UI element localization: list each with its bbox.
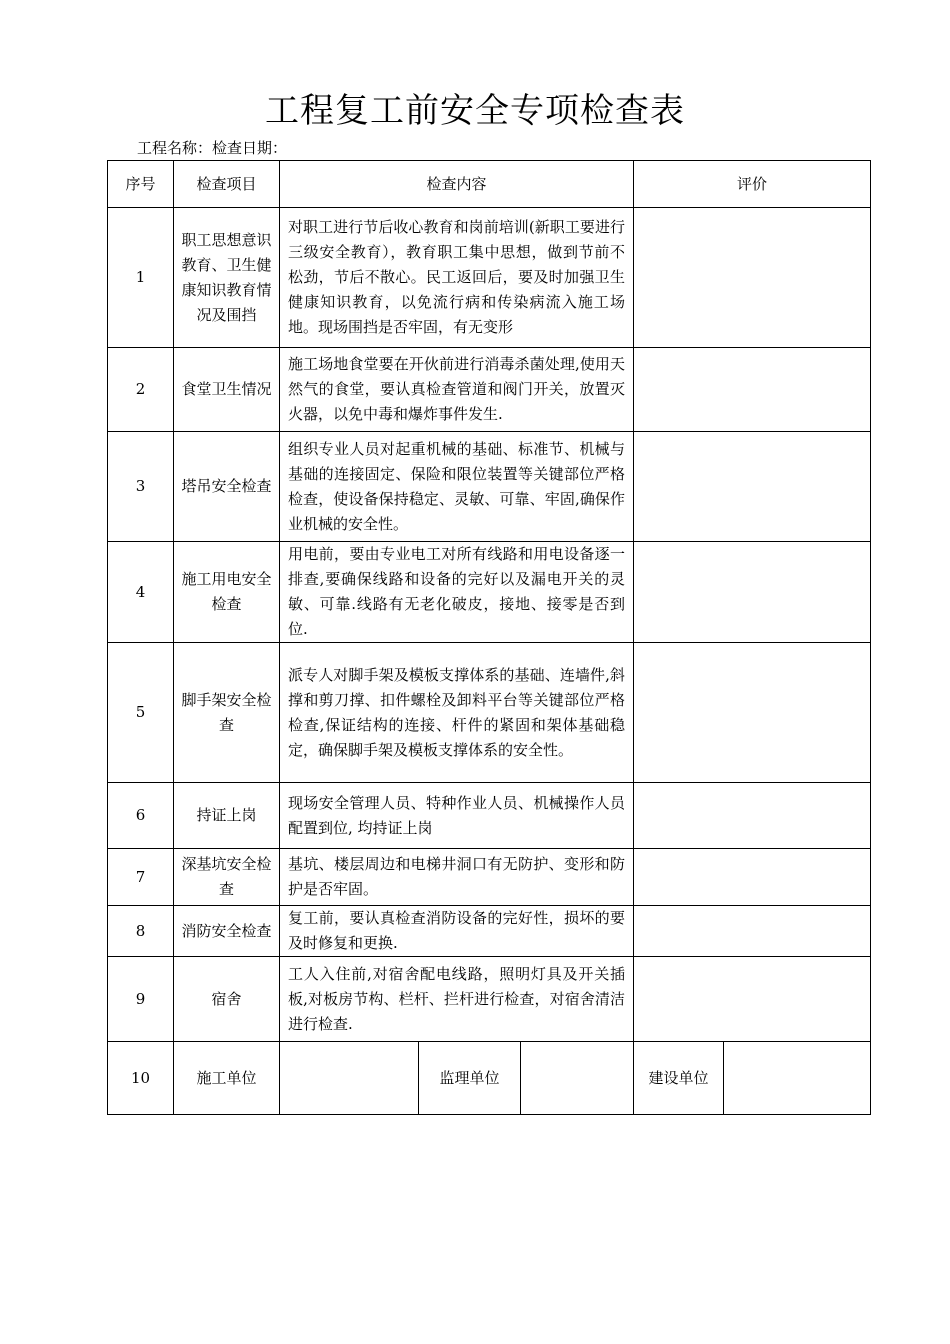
evaluation-cell[interactable] <box>634 432 871 542</box>
evaluation-cell[interactable] <box>634 643 871 783</box>
row-no: 7 <box>108 849 174 906</box>
row-content: 工人入住前,对宿舍配电线路，照明灯具及开关插板,对板房节构、栏杆、拦杆进行检查，对宿舍清洁进行检查. <box>280 957 634 1042</box>
table-row <box>108 783 871 849</box>
row-content: 用电前，要由专业电工对所有线路和用电设备逐一排查,要确保线路和设备的完好以及漏电开关的灵敏、可靠.线路有无老化破皮，接地、接零是否到位. <box>280 542 634 643</box>
owner-unit-signature-cell[interactable] <box>724 1042 871 1115</box>
table-row <box>108 643 871 783</box>
evaluation-cell[interactable] <box>634 849 871 906</box>
row-content: 组织专业人员对起重机械的基础、标准节、机械与基础的连接固定、保险和限位装置等关键部位严格检查，使设备保持稳定、灵敏、可靠、牢固,确保作业机械的安全性。 <box>280 432 634 542</box>
row-no: 2 <box>108 348 174 432</box>
row-item: 消防安全检查 <box>174 906 280 957</box>
table-row <box>108 957 871 1042</box>
row-no: 1 <box>108 208 174 348</box>
row-item: 脚手架安全检查 <box>174 643 280 783</box>
evaluation-cell[interactable] <box>634 957 871 1042</box>
row-no: 8 <box>108 906 174 957</box>
header-no: 序号 <box>108 161 174 208</box>
row-no: 3 <box>108 432 174 542</box>
row-item: 塔吊安全检查 <box>174 432 280 542</box>
row-item: 施工用电安全检查 <box>174 542 280 643</box>
supervision-unit-signature-cell[interactable] <box>521 1042 634 1115</box>
table-row <box>108 348 871 432</box>
row-content: 现场安全管理人员、特种作业人员、机械操作人员配置到位, 均持证上岗 <box>280 783 634 849</box>
header-item: 检查项目 <box>174 161 280 208</box>
header-evaluation: 评价 <box>634 161 871 208</box>
row-no: 5 <box>108 643 174 783</box>
project-info-line: 工程名称：检查日期： <box>137 139 288 157</box>
signature-row <box>108 1042 871 1115</box>
document-title: 工程复工前安全专项检查表 <box>265 91 685 131</box>
table-row <box>108 208 871 348</box>
row-item: 深基坑安全检查 <box>174 849 280 906</box>
header-content: 检查内容 <box>280 161 634 208</box>
row-item: 食堂卫生情况 <box>174 348 280 432</box>
header-row <box>108 161 871 208</box>
row-content: 复工前，要认真检查消防设备的完好性，损坏的要及时修复和更换. <box>280 906 634 957</box>
inspection-table <box>107 160 871 1115</box>
row-item: 宿舍 <box>174 957 280 1042</box>
row-no: 6 <box>108 783 174 849</box>
evaluation-cell[interactable] <box>634 208 871 348</box>
row-item: 持证上岗 <box>174 783 280 849</box>
evaluation-cell[interactable] <box>634 906 871 957</box>
table-row <box>108 849 871 906</box>
row-content: 施工场地食堂要在开伙前进行消毒杀菌处理,使用天然气的食堂，要认真检查管道和阀门开关，放置灭火器，以免中毒和爆炸事件发生. <box>280 348 634 432</box>
row-content: 派专人对脚手架及模板支撑体系的基础、连墙件,斜撑和剪刀撑、扣件螺栓及卸料平台等关键部位严格检查,保证结构的连接、杆件的紧固和架体基础稳定，确保脚手架及模板支撑体系的安全性。 <box>280 643 634 783</box>
row-no: 10 <box>108 1042 174 1115</box>
construction-unit-label: 施工单位 <box>174 1042 280 1115</box>
row-content: 基坑、楼层周边和电梯井洞口有无防护、变形和防护是否牢固。 <box>280 849 634 906</box>
table-row <box>108 432 871 542</box>
evaluation-cell[interactable] <box>634 348 871 432</box>
evaluation-cell[interactable] <box>634 542 871 643</box>
evaluation-cell[interactable] <box>634 783 871 849</box>
owner-unit-label: 建设单位 <box>634 1042 724 1115</box>
table-row <box>108 906 871 957</box>
construction-unit-signature-cell[interactable] <box>280 1042 419 1115</box>
row-content: 对职工进行节后收心教育和岗前培训(新职工要进行三级安全教育），教育职工集中思想，做到节前不松劲，节后不散心。民工返回后，要及时加强卫生健康知识教育，以免流行病和传染病流入施工场地。现场围挡是否牢固，有无变形 <box>280 208 634 348</box>
supervision-unit-label: 监理单位 <box>419 1042 521 1115</box>
table-row <box>108 542 871 643</box>
row-no: 9 <box>108 957 174 1042</box>
row-item: 职工思想意识教育、卫生健康知识教育情况及围挡 <box>174 208 280 348</box>
row-no: 4 <box>108 542 174 643</box>
